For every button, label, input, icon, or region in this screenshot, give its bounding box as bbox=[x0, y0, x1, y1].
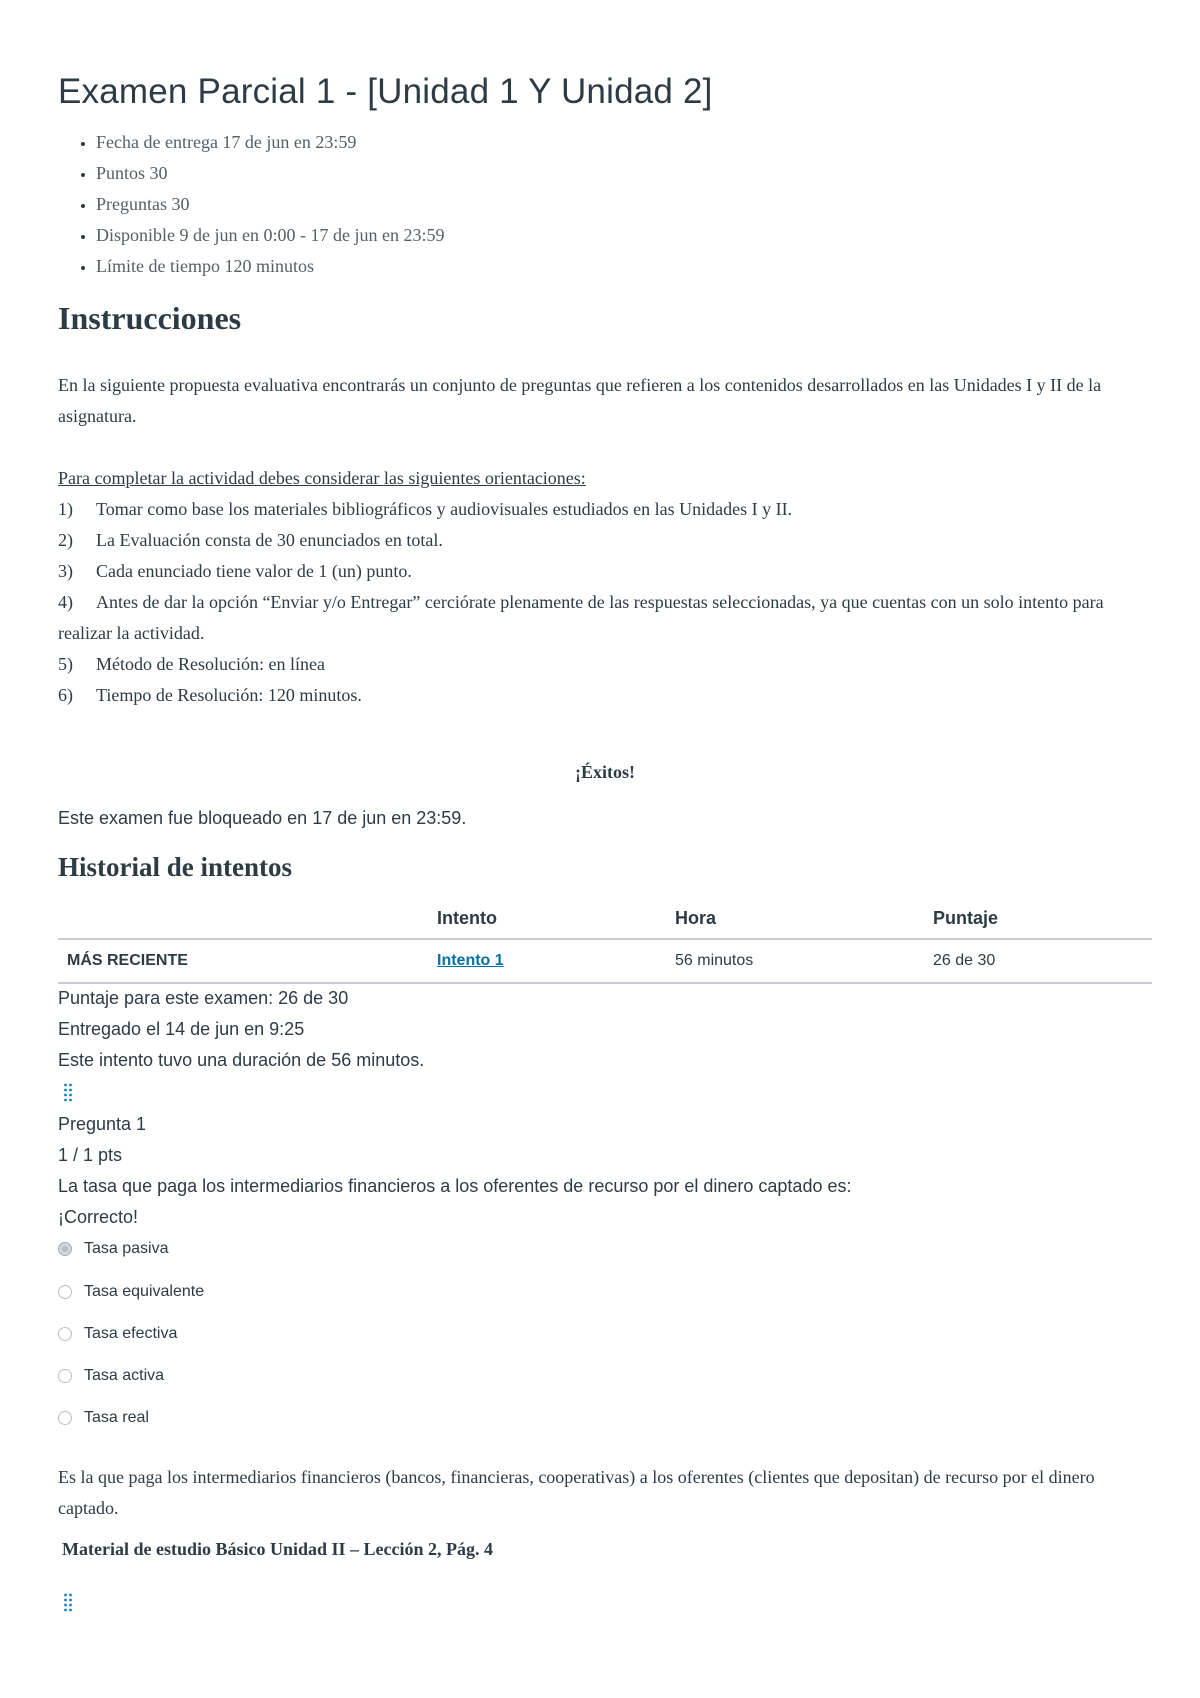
question-prompt: La tasa que paga los intermediarios financieros a los oferentes de recurso por el dinero captado es: bbox=[58, 1176, 852, 1196]
drag-handle-icon[interactable] bbox=[63, 1082, 77, 1104]
answer-explanation: Es la que paga los intermediarios financieros (bancos, financieras, cooperativas) a los oferentes (clientes que depositan) de recurso por el dinero captado. bbox=[58, 1467, 1095, 1518]
radio-icon[interactable] bbox=[58, 1411, 72, 1425]
orientation-item bbox=[58, 525, 1152, 556]
page-title: Examen Parcial 1 - [Unidad 1 Y Unidad 2] bbox=[58, 72, 713, 111]
orientation-number: 4) bbox=[58, 592, 73, 612]
drag-handle-icon-glyph bbox=[63, 1082, 73, 1104]
answer-feedback: ¡Correcto! bbox=[58, 1207, 139, 1227]
orientation-item bbox=[58, 680, 1152, 711]
orientation-number: 5) bbox=[58, 654, 73, 674]
attempt-time: 56 minutos bbox=[675, 939, 933, 983]
radio-icon[interactable] bbox=[58, 1369, 72, 1383]
closing-message: ¡Éxitos! bbox=[575, 762, 635, 782]
orientation-text: Cada enunciado tiene valor de 1 (un) punto. bbox=[96, 561, 412, 581]
orientation-number: 2) bbox=[58, 530, 73, 550]
detail-questions: • Preguntas 30 bbox=[96, 189, 444, 220]
orientation-text: La Evaluación consta de 30 enunciados en total. bbox=[96, 530, 443, 550]
radio-icon[interactable] bbox=[58, 1327, 72, 1341]
quiz-score: Puntaje para este examen: 26 de 30 bbox=[58, 988, 349, 1008]
detail-available: • Disponible 9 de jun en 0:00 - 17 de jun en 23:59 bbox=[96, 220, 444, 251]
question-title: Pregunta 1 bbox=[58, 1114, 147, 1134]
instructions-heading: Instrucciones bbox=[58, 300, 242, 336]
orientation-text: Método de Resolución: en línea bbox=[96, 654, 325, 674]
question-points: 1 / 1 pts bbox=[58, 1145, 123, 1165]
attempt-duration: Este intento tuvo una duración de 56 minutos. bbox=[58, 1050, 425, 1070]
orientation-item bbox=[58, 556, 1152, 587]
submitted-time: Entregado el 14 de jun en 9:25 bbox=[58, 1019, 305, 1039]
orientation-text: Tiempo de Resolución: 120 minutos. bbox=[96, 685, 362, 705]
radio-icon[interactable] bbox=[58, 1285, 72, 1299]
orientation-number: 6) bbox=[58, 685, 73, 705]
column-header-label bbox=[58, 898, 437, 939]
detail-time-limit: • Límite de tiempo 120 minutos bbox=[96, 251, 444, 282]
orientation-text: Antes de dar la opción “Enviar y/o Entregar” cerciórate plenamente de las respuestas seleccionadas, ya que cuentas con un solo intento para realizar la actividad. bbox=[58, 592, 1104, 643]
most-recent-label: MÁS RECIENTE bbox=[58, 939, 437, 983]
attempt-history-table bbox=[58, 898, 1152, 984]
history-heading: Historial de intentos bbox=[58, 852, 292, 882]
column-header-time: Hora bbox=[675, 898, 933, 939]
locked-notice: Este examen fue bloqueado en 17 de jun en 23:59. bbox=[58, 808, 467, 828]
attempt-summary bbox=[58, 983, 424, 1076]
drag-handle-icon[interactable] bbox=[63, 1592, 77, 1614]
radio-icon[interactable] bbox=[58, 1242, 72, 1256]
orientation-item bbox=[58, 494, 1152, 525]
attempt-score: 26 de 30 bbox=[933, 939, 1152, 983]
table-header-row bbox=[58, 898, 1152, 939]
orientations-list bbox=[58, 494, 1152, 711]
table-row bbox=[58, 939, 1152, 983]
answer-label: Tasa efectiva bbox=[84, 1325, 178, 1342]
instructions-intro: En la siguiente propuesta evaluativa encontrarás un conjunto de preguntas que refieren a los contenidos desarrollados en las Unidades I y II de la asignatura. bbox=[58, 375, 1102, 426]
quiz-details bbox=[58, 127, 444, 282]
answer-label: Tasa equivalente bbox=[84, 1283, 205, 1300]
column-header-score: Puntaje bbox=[933, 898, 1152, 939]
study-reference: Material de estudio Básico Unidad II – Lección 2, Pág. 4 bbox=[62, 1539, 493, 1559]
orientation-item bbox=[58, 649, 1152, 680]
column-header-attempt: Intento bbox=[437, 898, 675, 939]
detail-due-date: • Fecha de entrega 17 de jun en 23:59 bbox=[96, 127, 444, 158]
answer-label: Tasa pasiva bbox=[84, 1240, 169, 1257]
drag-handle-icon-glyph bbox=[63, 1592, 73, 1614]
attempt-link[interactable]: Intento 1 bbox=[437, 952, 504, 969]
orientations-heading: Para completar la actividad debes considerar las siguientes orientaciones: bbox=[58, 468, 586, 488]
attempt-cell bbox=[437, 939, 675, 983]
orientation-number: 3) bbox=[58, 561, 73, 581]
orientation-item bbox=[58, 587, 1152, 649]
orientation-text: Tomar como base los materiales bibliográficos y audiovisuales estudiados en las Unidades I y II. bbox=[96, 499, 793, 519]
answer-label: Tasa activa bbox=[84, 1367, 165, 1384]
answer-label: Tasa real bbox=[84, 1409, 149, 1426]
detail-points: • Puntos 30 bbox=[96, 158, 444, 189]
question-header bbox=[58, 1109, 851, 1233]
orientation-number: 1) bbox=[58, 499, 73, 519]
